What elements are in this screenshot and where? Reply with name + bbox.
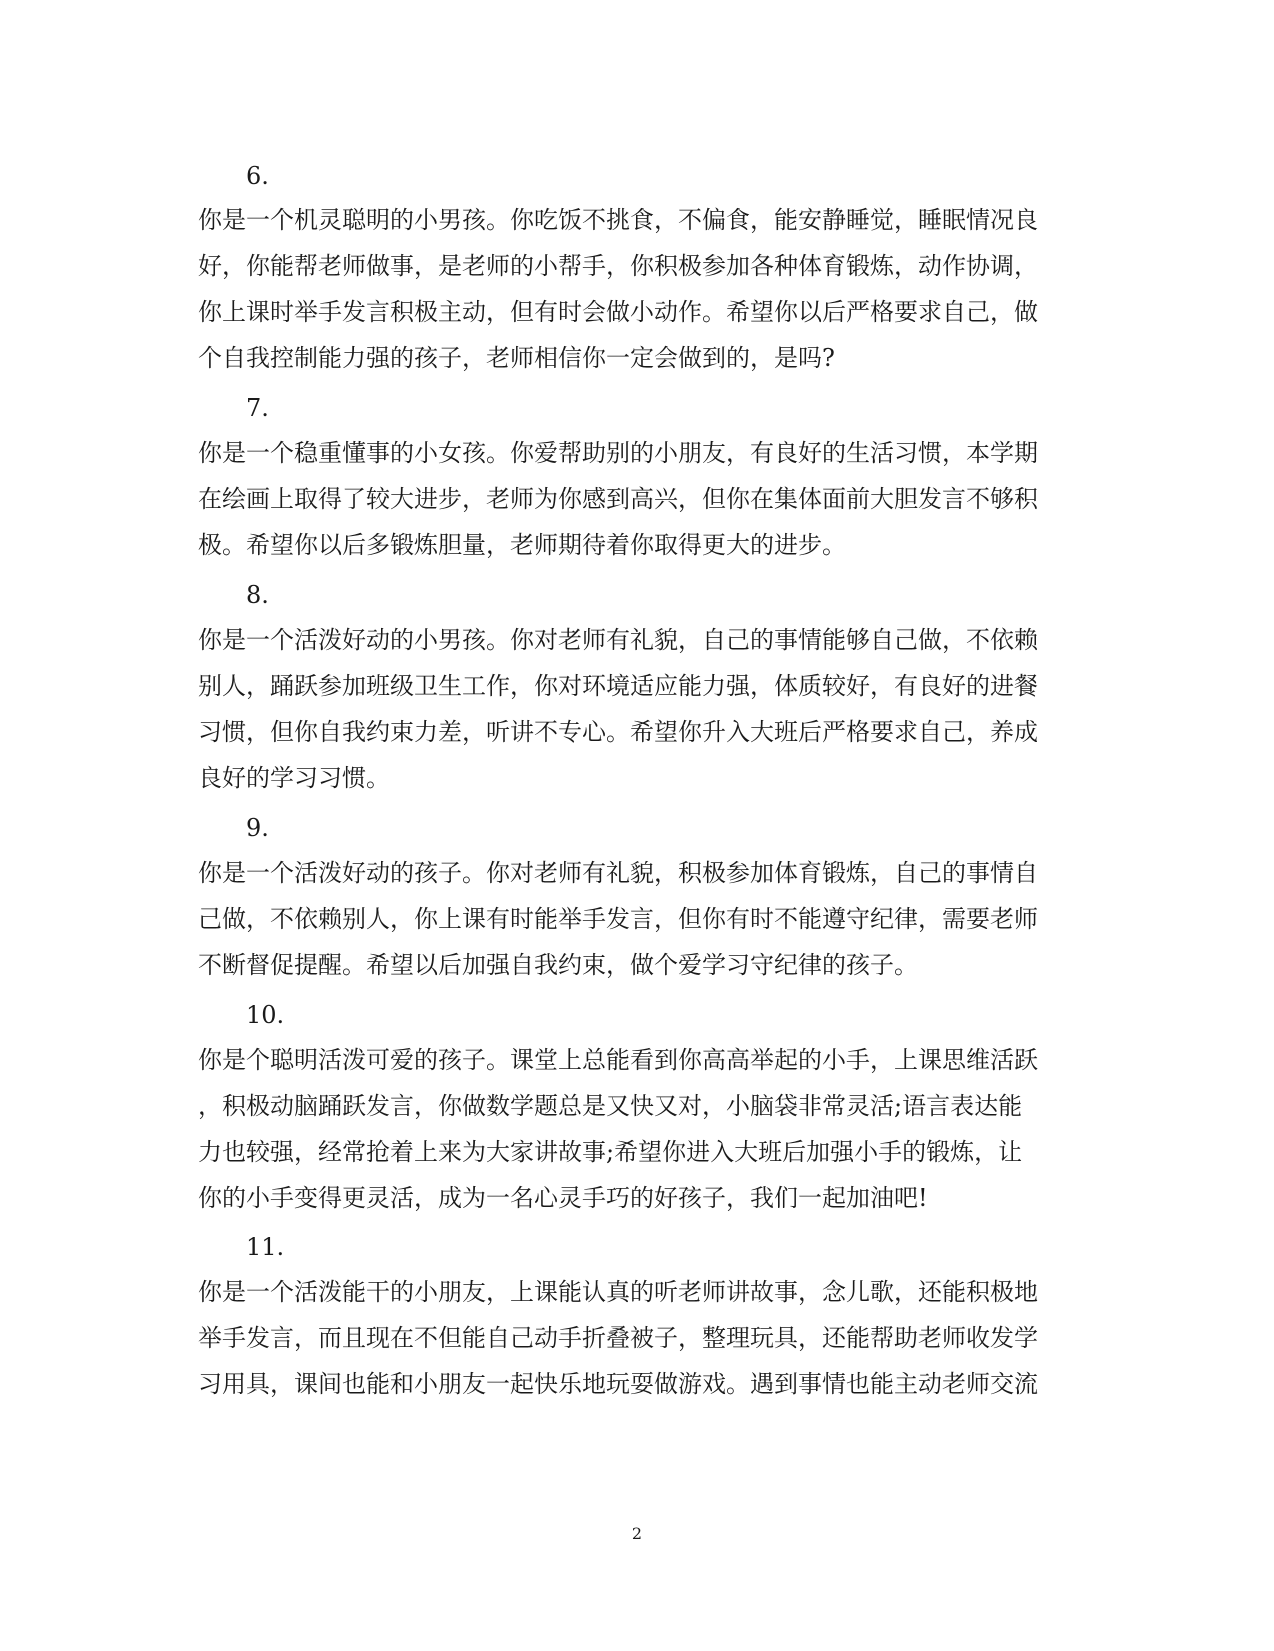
entry-text-line: 个自我控制能力强的孩子，老师相信你一定会做到的，是吗? xyxy=(198,344,835,372)
entry-text-line: 别人，踊跃参加班级卫生工作，你对环境适应能力强，体质较好，有良好的进餐 xyxy=(198,672,1038,700)
entry-text-line: 不断督促提醒。希望以后加强自我约束，做个爱学习守纪律的孩子。 xyxy=(198,951,918,979)
entry-number: 7. xyxy=(246,394,269,422)
entry-text-line: 好，你能帮老师做事，是老师的小帮手，你积极参加各种体育锻炼，动作协调， xyxy=(198,252,1038,280)
entry-text-line: 你是一个活泼好动的孩子。你对老师有礼貌，积极参加体育锻炼，自己的事情自 xyxy=(198,859,1038,887)
entry-text-line: 你是一个稳重懂事的小女孩。你爱帮助别的小朋友，有良好的生活习惯，本学期 xyxy=(198,439,1038,467)
entry-number: 8. xyxy=(246,581,269,609)
entry-text-line: 良好的学习习惯。 xyxy=(198,764,390,792)
page-number: 2 xyxy=(631,1524,643,1543)
entry-text-line: ，积极动脑踊跃发言，你做数学题总是又快又对，小脑袋非常灵活;语言表达能 xyxy=(198,1092,1023,1120)
entry-text-line: 你上课时举手发言积极主动，但有时会做小动作。希望你以后严格要求自己，做 xyxy=(198,298,1038,326)
entry-number: 11. xyxy=(246,1233,285,1261)
entry-text-line: 力也较强，经常抢着上来为大家讲故事;希望你进入大班后加强小手的锻炼，让 xyxy=(198,1138,1023,1166)
entry-text-line: 习惯，但你自我约束力差，听讲不专心。希望你升入大班后严格要求自己，养成 xyxy=(198,718,1038,746)
entry-text-line: 极。希望你以后多锻炼胆量，老师期待着你取得更大的进步。 xyxy=(198,531,846,559)
entry-text-line: 举手发言，而且现在不但能自己动手折叠被子，整理玩具，还能帮助老师收发学 xyxy=(198,1324,1038,1352)
entry-number: 9. xyxy=(246,814,269,842)
entry-text-line: 你是一个机灵聪明的小男孩。你吃饭不挑食，不偏食，能安静睡觉，睡眠情况良 xyxy=(198,206,1038,234)
entry-text-line: 你是一个活泼好动的小男孩。你对老师有礼貌，自己的事情能够自己做，不依赖 xyxy=(198,626,1038,654)
entry-text-line: 你是个聪明活泼可爱的孩子。课堂上总能看到你高高举起的小手，上课思维活跃 xyxy=(198,1046,1038,1074)
entry-text-line: 在绘画上取得了较大进步，老师为你感到高兴，但你在集体面前大胆发言不够积 xyxy=(198,485,1038,513)
entry-text-line: 习用具，课间也能和小朋友一起快乐地玩耍做游戏。遇到事情也能主动老师交流 xyxy=(198,1370,1038,1398)
entry-number: 6. xyxy=(246,162,269,190)
entry-text-line: 你是一个活泼能干的小朋友，上课能认真的听老师讲故事，念儿歌，还能积极地 xyxy=(198,1278,1038,1306)
entry-number: 10. xyxy=(246,1001,285,1029)
entry-text-line: 你的小手变得更灵活，成为一名心灵手巧的好孩子，我们一起加油吧! xyxy=(198,1184,928,1212)
entry-text-line: 己做，不依赖别人，你上课有时能举手发言，但你有时不能遵守纪律，需要老师 xyxy=(198,905,1038,933)
